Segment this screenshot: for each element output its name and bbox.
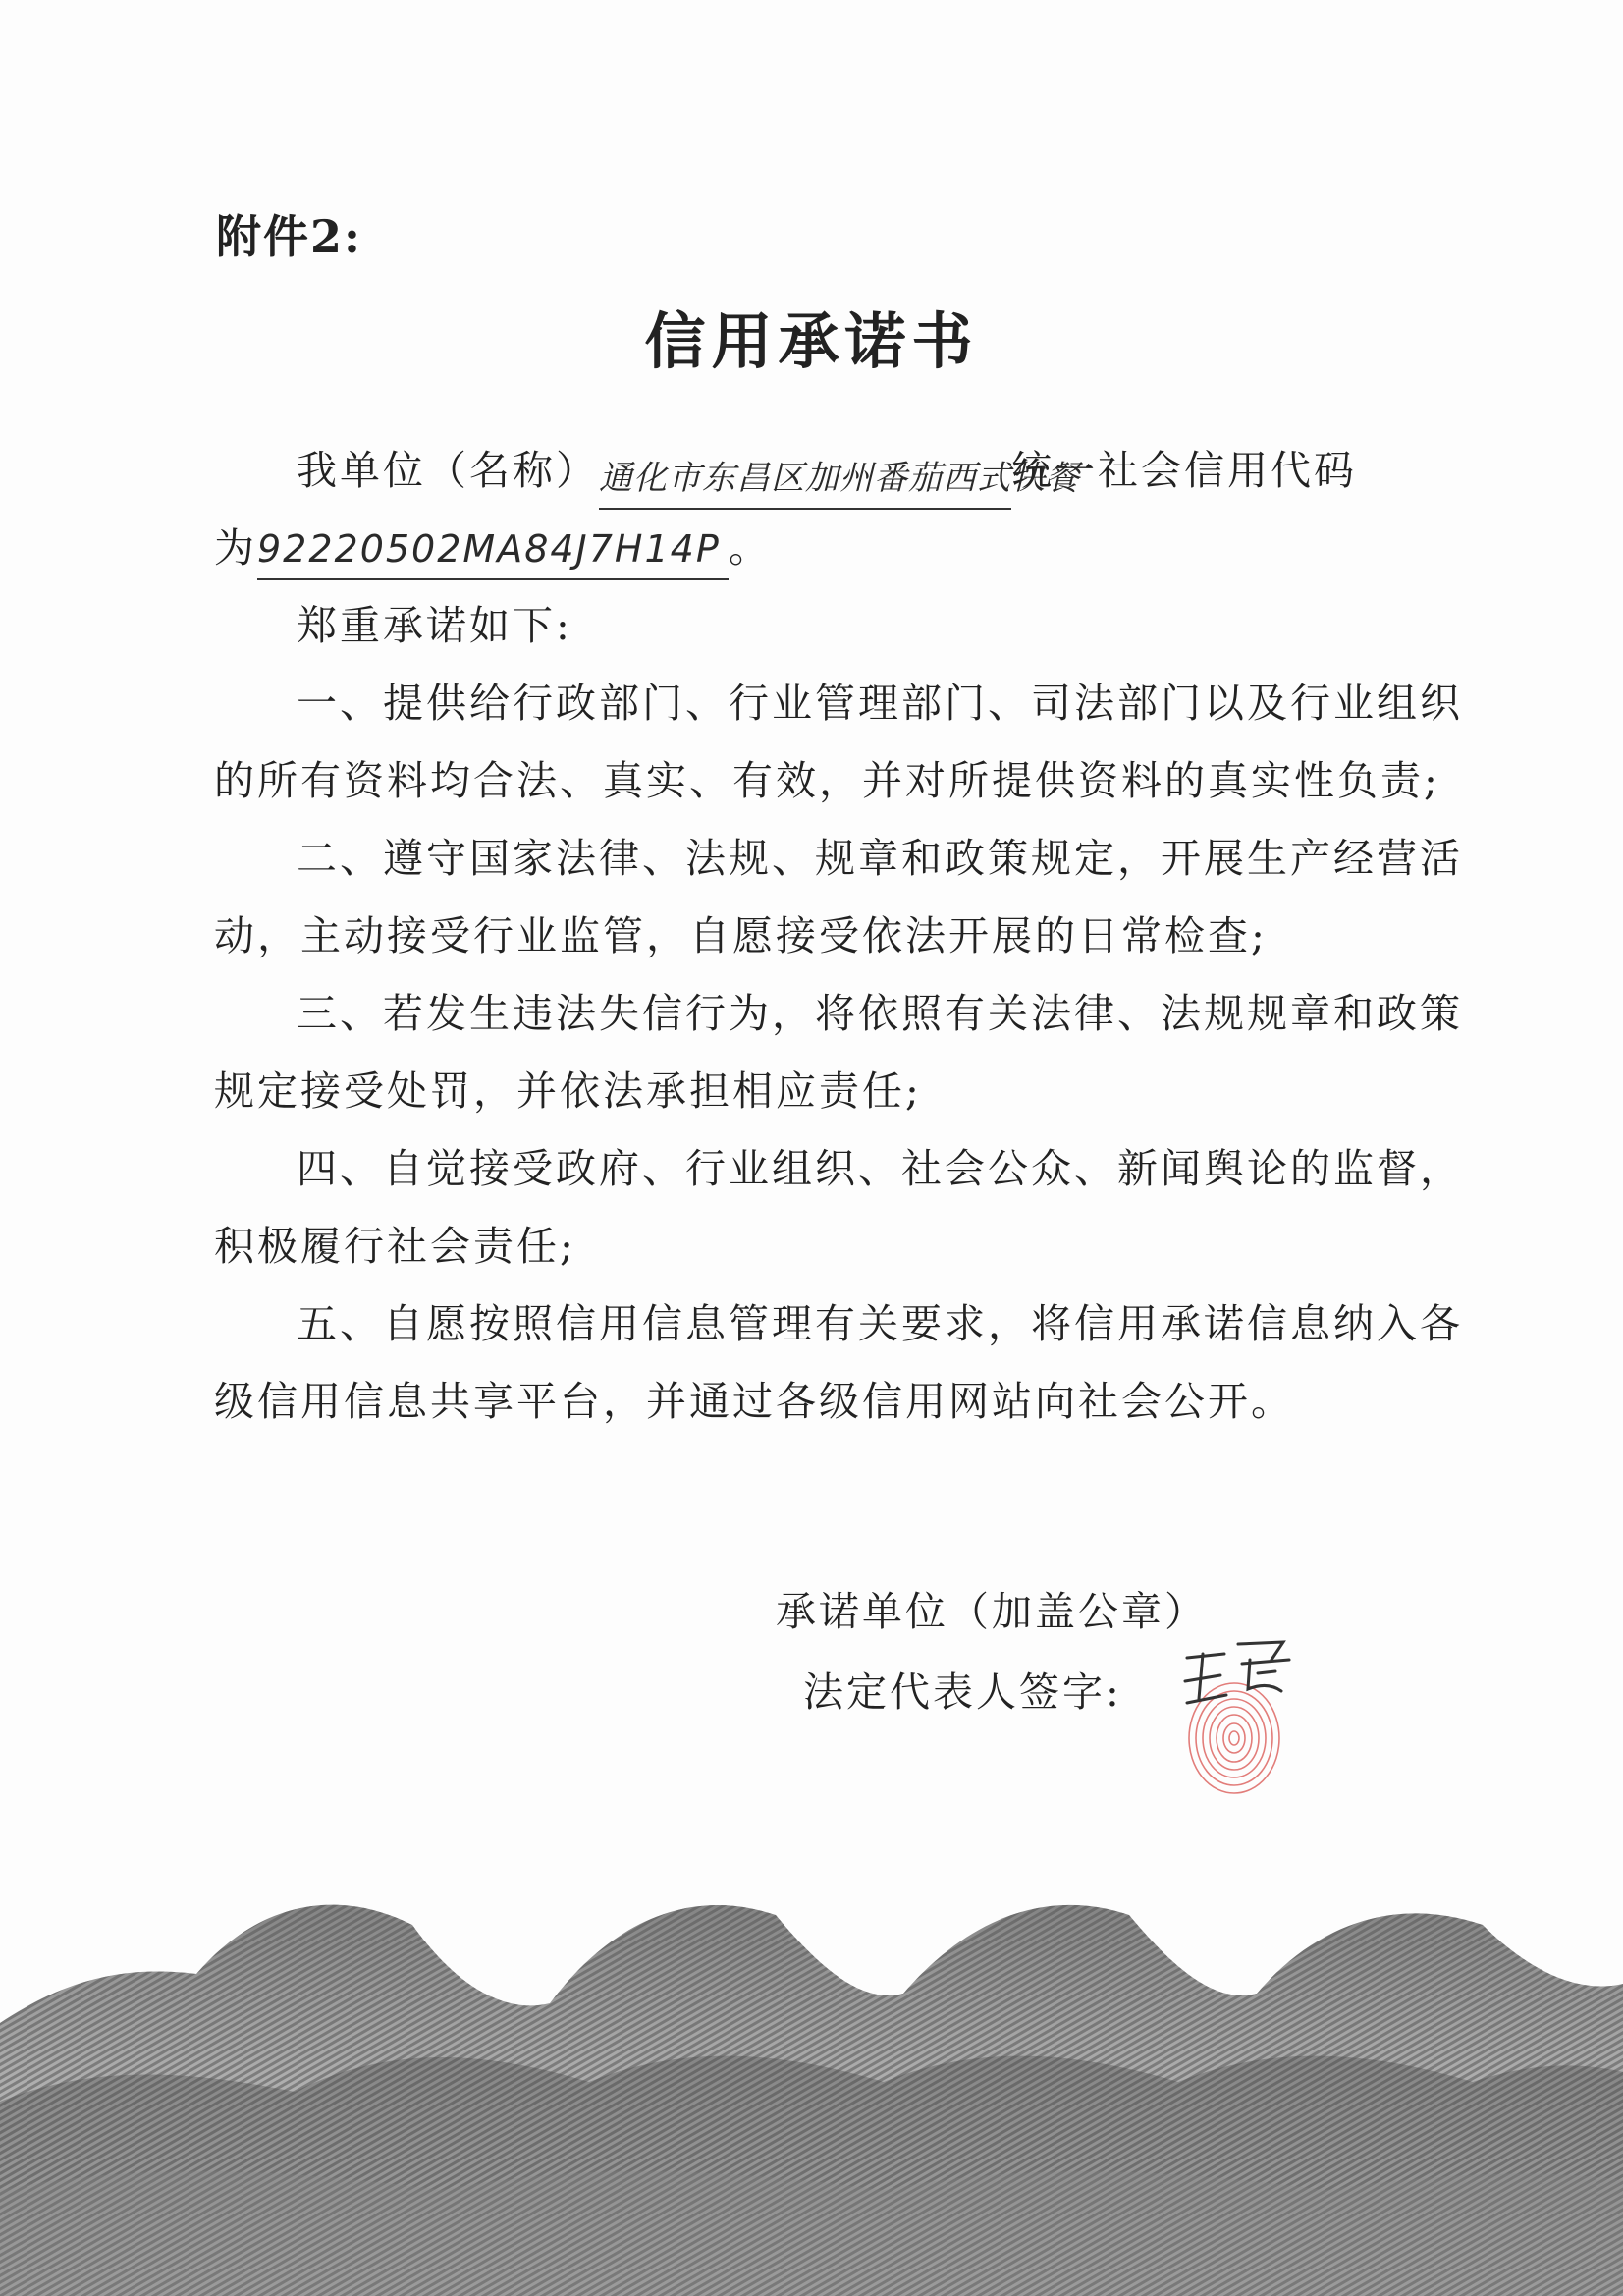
item-3-line-1: 三、若发生违法失信行为，将依照有关法律、法规规章和政策 xyxy=(297,990,1463,1037)
intro-end: 。 xyxy=(729,524,772,572)
intro-line-2 xyxy=(214,510,1404,587)
code-prefix: 为 xyxy=(214,524,257,572)
item-3-line-2: 规定接受处罚，并依法承担相应责任; xyxy=(214,1067,922,1115)
legal-rep-label: 法定代表人签字: xyxy=(803,1668,1122,1716)
credit-code-field: 92220502MA84J7H14P xyxy=(257,519,729,580)
document-body xyxy=(214,432,1463,1441)
intro-middle: 统一社会信用代码 xyxy=(1011,447,1357,494)
intro-line-1 xyxy=(214,432,1404,510)
item-2-line-1: 二、遵守国家法律、法规、规章和政策规定，开展生产经营活 xyxy=(297,835,1463,882)
item-5-line-2: 级信用信息共享平台，并通过各级信用网站向社会公开。 xyxy=(214,1378,1294,1425)
attachment-label: 附件2: xyxy=(216,210,362,263)
signature-with-fingerprint xyxy=(1173,1630,1311,1807)
item-1-line-2: 的所有资料均合法、真实、有效，并对所提供资料的真实性负责; xyxy=(214,757,1440,804)
wave-pattern-icon xyxy=(0,1866,1623,2296)
document-title: 信用承诺书 xyxy=(644,305,979,377)
unit-name-field: 通化市东昌区加州番茄西式快餐 xyxy=(599,449,1011,510)
item-2-line-2: 动，主动接受行业监管，自愿接受依法开展的日常检查; xyxy=(214,912,1268,959)
fingerprint-icon xyxy=(1173,1630,1311,1807)
footer-decorative-pattern xyxy=(0,1866,1623,2296)
item-4-line-2: 积极履行社会责任; xyxy=(214,1223,576,1270)
signature-block xyxy=(776,1571,1208,1732)
item-1-line-1: 一、提供给行政部门、行业管理部门、司法部门以及行业组织 xyxy=(297,680,1463,727)
committing-unit-label: 承诺单位（加盖公章） xyxy=(776,1588,1208,1635)
item-4-line-1: 四、自觉接受政府、行业组织、社会公众、新闻舆论的监督， xyxy=(297,1145,1463,1192)
commitment-heading: 郑重承诺如下: xyxy=(297,602,572,649)
item-5-line-1: 五、自愿按照信用信息管理有关要求，将信用承诺信息纳入各 xyxy=(297,1300,1463,1347)
intro-prefix: 我单位（名称） xyxy=(297,447,599,494)
